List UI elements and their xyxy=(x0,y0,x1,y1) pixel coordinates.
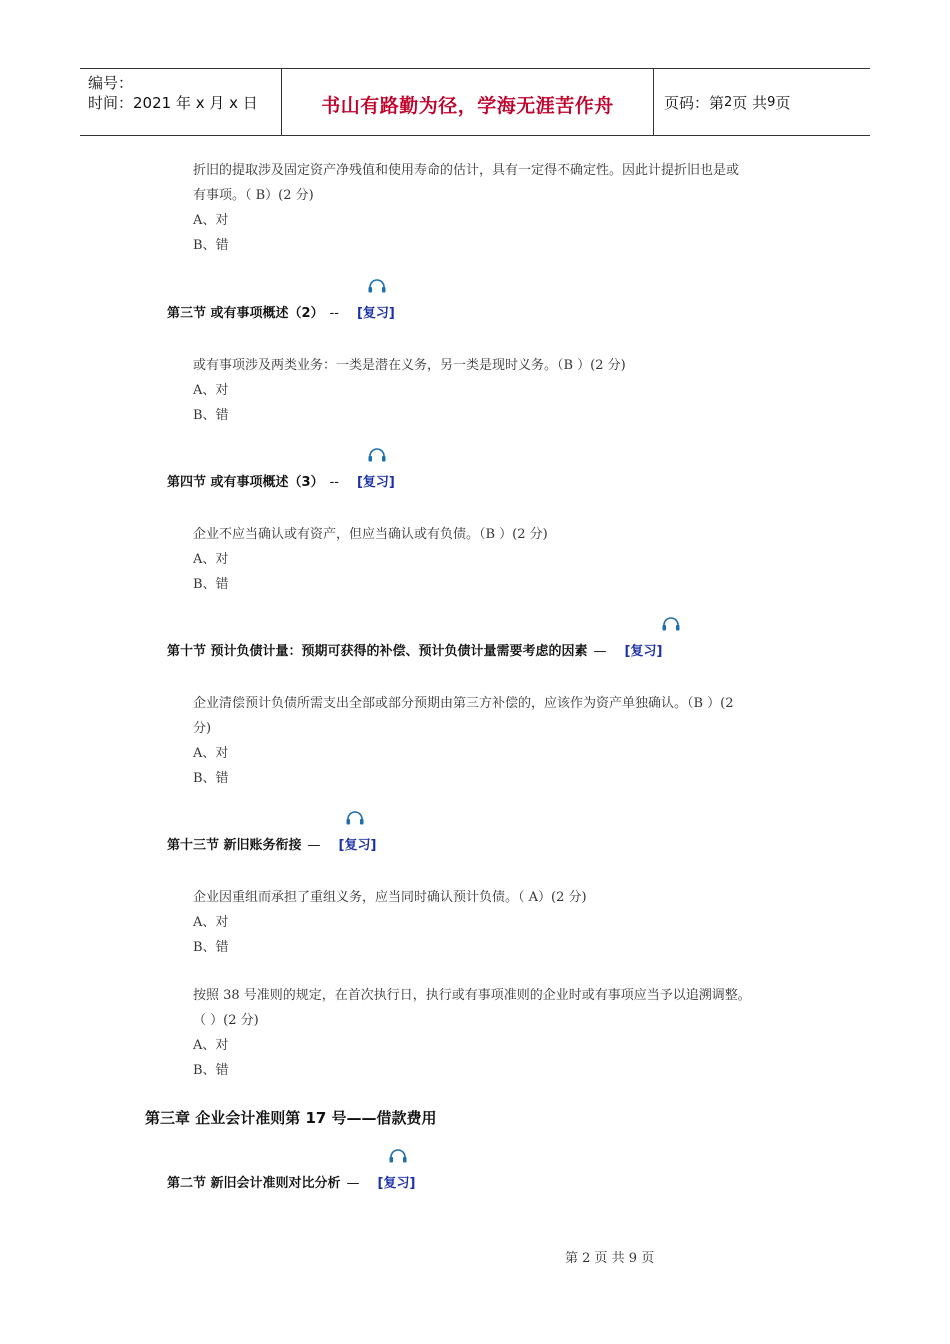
page-number: 2 xyxy=(724,94,733,110)
section-dash: — xyxy=(307,838,321,853)
section-heading xyxy=(167,471,395,490)
section-title: 第四节 或有事项概述（3） xyxy=(167,475,324,490)
option-b[interactable]: B、错 xyxy=(193,771,229,786)
question-text: 分) xyxy=(193,721,212,736)
headphone-icon[interactable] xyxy=(367,279,387,293)
option-b[interactable]: B、错 xyxy=(193,577,229,592)
header-meta xyxy=(80,69,282,135)
page-header xyxy=(80,68,870,136)
option-b[interactable]: B、错 xyxy=(193,1063,229,1078)
section-heading xyxy=(167,302,395,321)
headphone-icon[interactable] xyxy=(367,448,387,462)
review-link[interactable]: [复习] xyxy=(377,1176,416,1191)
question-text: 折旧的提取涉及固定资产净残值和使用寿命的估计，具有一定得不确定性。因此计提折旧也是或 xyxy=(193,163,740,178)
question-text: （ ）(2 分) xyxy=(193,1013,259,1028)
option-a[interactable]: A、对 xyxy=(193,915,229,930)
question-text: 企业清偿预计负债所需支出全部或部分预期由第三方补偿的，应该作为资产单独确认。（B ）(2 xyxy=(193,696,734,711)
review-link[interactable]: [复习] xyxy=(356,475,395,490)
headphone-icon[interactable] xyxy=(388,1149,408,1163)
question-text: 有事项。（ B）(2 分) xyxy=(193,188,314,203)
section-title: 第十三节 新旧账务衔接 xyxy=(167,838,302,853)
headphone-icon[interactable] xyxy=(661,617,681,631)
section-title: 第二节 新旧会计准则对比分析 xyxy=(167,1176,341,1191)
headphone-icon[interactable] xyxy=(345,811,365,825)
section-title: 第十节 预计负债计量：预期可获得的补偿、预计负债计量需要考虑的因素 xyxy=(167,644,588,659)
review-link[interactable]: [复习] xyxy=(624,644,663,659)
option-b[interactable]: B、错 xyxy=(193,238,229,253)
page-prefix: 页码：第 xyxy=(664,93,725,112)
section-dash: -- xyxy=(329,306,339,321)
number-label: 编号： xyxy=(88,74,134,92)
question-text: 企业不应当确认或有资产，但应当确认或有负债。（B ）(2 分) xyxy=(193,527,548,542)
question-text: 或有事项涉及两类业务：一类是潜在义务，另一类是现时义务。（B ）(2 分) xyxy=(193,358,626,373)
section-dash: -- xyxy=(329,475,339,490)
section-title: 第三节 或有事项概述（2） xyxy=(167,306,324,321)
motto: 书山有路勤为径，学海无涯苦作舟 xyxy=(321,94,614,117)
header-page-info xyxy=(654,69,870,135)
option-b[interactable]: B、错 xyxy=(193,940,229,955)
section-heading xyxy=(167,640,662,659)
review-link[interactable]: [复习] xyxy=(356,306,395,321)
option-a[interactable]: A、对 xyxy=(193,383,229,398)
page-footer: 第 2 页 共 9 页 xyxy=(565,1251,655,1266)
chapter-heading: 第三章 企业会计准则第 17 号——借款费用 xyxy=(145,1109,437,1127)
section-heading xyxy=(167,834,376,853)
option-b[interactable]: B、错 xyxy=(193,408,229,423)
section-dash: — xyxy=(593,644,607,659)
option-a[interactable]: A、对 xyxy=(193,746,229,761)
header-motto-cell xyxy=(282,69,654,135)
section-heading xyxy=(167,1172,415,1191)
time-label: 时间：2021 年 x 月 x 日 xyxy=(88,94,258,112)
option-a[interactable]: A、对 xyxy=(193,213,229,228)
page-suffix: 页 xyxy=(775,93,791,112)
review-link[interactable]: [复习] xyxy=(338,838,377,853)
question-text: 按照 38 号准则的规定，在首次执行日，执行或有事项准则的企业时或有事项应当予以追溯调整。 xyxy=(193,988,751,1003)
option-a[interactable]: A、对 xyxy=(193,1038,229,1053)
section-dash: — xyxy=(346,1176,360,1191)
page-mid: 页 共 xyxy=(732,93,768,112)
page-total: 9 xyxy=(767,94,776,110)
option-a[interactable]: A、对 xyxy=(193,552,229,567)
question-text: 企业因重组而承担了重组义务，应当同时确认预计负债。（ A）(2 分) xyxy=(193,890,587,905)
